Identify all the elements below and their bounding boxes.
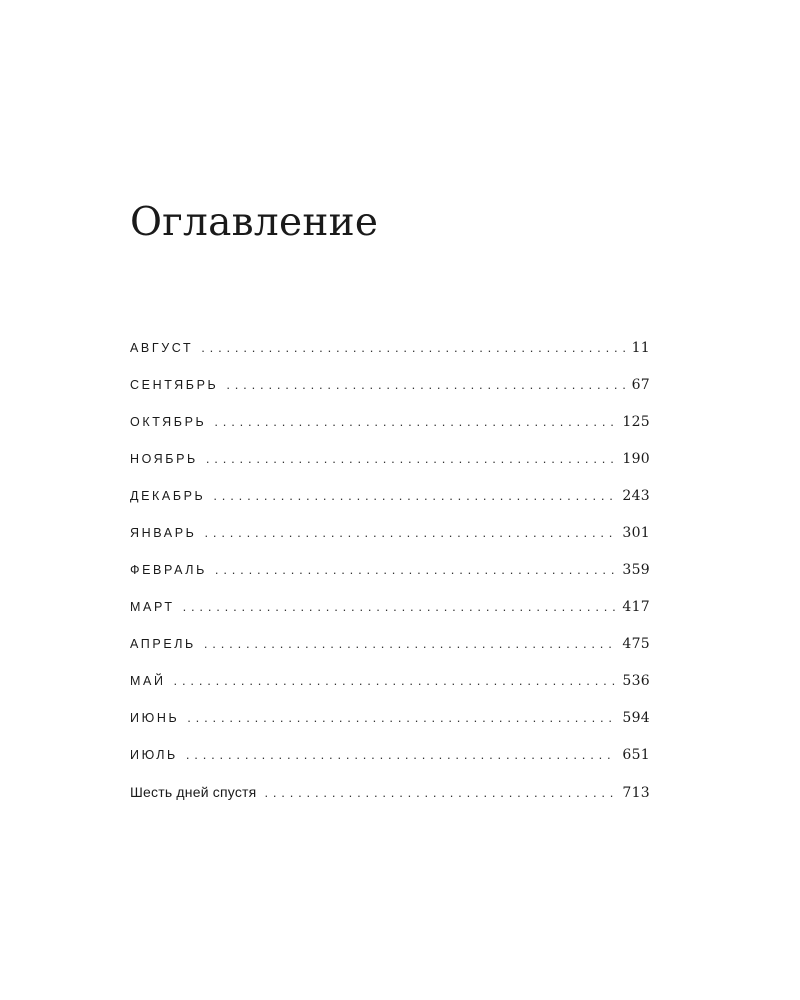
dot-leader — [214, 414, 616, 429]
dot-leader — [174, 673, 617, 688]
toc-entry-may — [130, 673, 650, 710]
toc-entry-august — [130, 340, 650, 377]
toc-entry-label: АПРЕЛЬ — [130, 637, 196, 651]
toc-entry-page-number: 190 — [622, 451, 650, 467]
toc-entry-february — [130, 562, 650, 599]
toc-entry-label: ДЕКАБРЬ — [130, 489, 206, 503]
toc-entry-page-number: 417 — [622, 599, 650, 615]
dot-leader — [204, 636, 617, 651]
toc-entry-label: ИЮЛЬ — [130, 748, 178, 762]
toc-entry-label: НОЯБРЬ — [130, 452, 198, 466]
toc-entry-page-number: 11 — [631, 340, 650, 356]
toc-entry-label: Шесть дней спустя — [130, 784, 257, 800]
toc-entry-september — [130, 377, 650, 414]
toc-entry-page-number: 359 — [622, 562, 650, 578]
toc-entry-label: ИЮНЬ — [130, 711, 180, 725]
toc-entry-label: АВГУСТ — [130, 341, 194, 355]
toc-entry-page-number: 67 — [631, 377, 650, 393]
toc-entry-label: СЕНТЯБРЬ — [130, 378, 219, 392]
toc-entry-page-number: 536 — [622, 673, 650, 689]
dot-leader — [201, 340, 625, 355]
toc-entry-six-days-later — [130, 784, 650, 821]
toc-entry-page-number: 713 — [622, 785, 650, 801]
dot-leader — [186, 747, 617, 762]
dot-leader — [187, 710, 616, 725]
dot-leader — [264, 785, 616, 800]
dot-leader — [213, 488, 616, 503]
toc-entry-label: МАРТ — [130, 600, 175, 614]
dot-leader — [183, 599, 617, 614]
dot-leader — [204, 525, 616, 540]
dot-leader — [215, 562, 616, 577]
toc-entry-april — [130, 636, 650, 673]
dot-leader — [206, 451, 617, 466]
page-title: Оглавление — [130, 200, 379, 245]
toc-list — [130, 340, 650, 821]
toc-entry-label: МАЙ — [130, 674, 166, 688]
toc-entry-december — [130, 488, 650, 525]
toc-entry-june — [130, 710, 650, 747]
toc-entry-july — [130, 747, 650, 784]
toc-entry-march — [130, 599, 650, 636]
toc-entry-page-number: 301 — [622, 525, 650, 541]
dot-leader — [226, 377, 625, 392]
toc-entry-label: ФЕВРАЛЬ — [130, 563, 207, 577]
toc-entry-label: ОКТЯБРЬ — [130, 415, 207, 429]
toc-entry-page-number: 475 — [622, 636, 650, 652]
toc-entry-label: ЯНВАРЬ — [130, 526, 197, 540]
toc-entry-january — [130, 525, 650, 562]
toc-entry-october — [130, 414, 650, 451]
toc-entry-page-number: 594 — [622, 710, 650, 726]
toc-entry-page-number: 243 — [622, 488, 650, 504]
toc-entry-page-number: 125 — [622, 414, 650, 430]
toc-entry-november — [130, 451, 650, 488]
toc-entry-page-number: 651 — [622, 747, 650, 763]
